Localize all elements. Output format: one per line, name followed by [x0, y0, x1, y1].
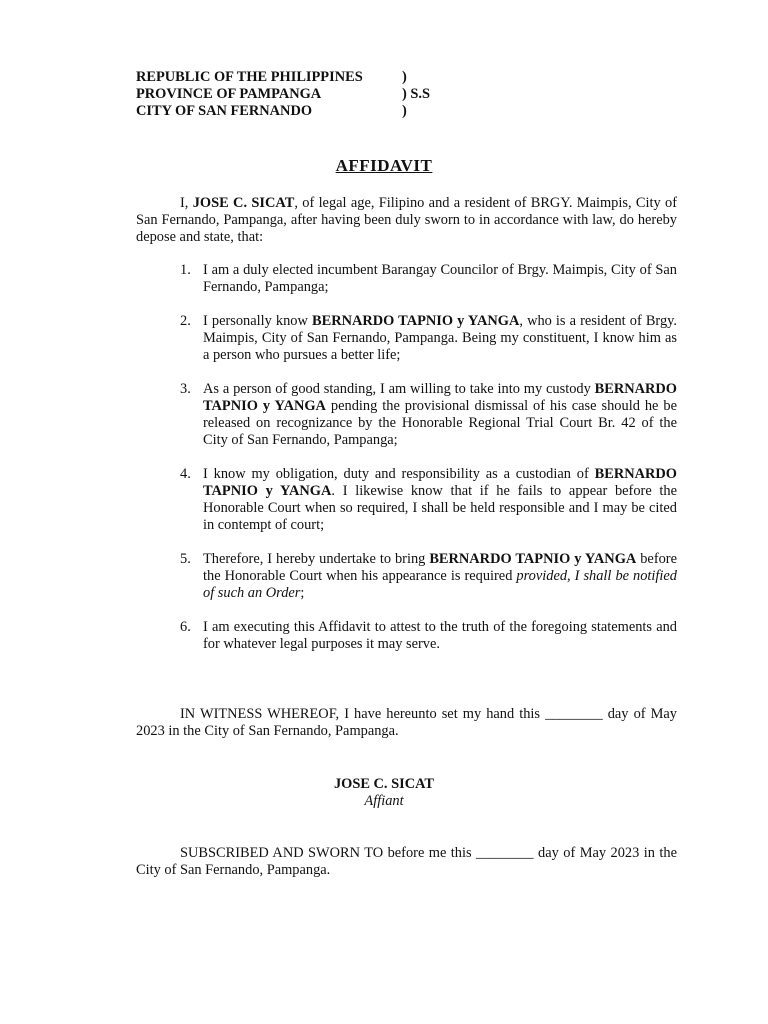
statement-item — [136, 381, 677, 449]
item-text: , who is a resident of Brgy. Maimpis, City of San Fernando, Pampanga. Being my constituent, I know him as a person who pursues a better life; — [203, 313, 678, 363]
custodian-name: BERNARDO TAPNIO y YANGA — [429, 551, 637, 567]
item-number: 3. — [180, 381, 191, 397]
signature-block — [0, 776, 768, 810]
statement-item — [136, 313, 677, 364]
venue-label: CITY OF SAN FERNANDO — [136, 103, 313, 119]
item-text: pending the provisional dismissal of his case should he be released on recognizance by the Honorable Regional Trial Court Br. 42 of the City of San Fernando, Pampanga; — [203, 398, 677, 448]
affiant-name-inline: JOSE C. SICAT — [192, 195, 295, 211]
statement-item — [136, 551, 677, 602]
item-text: before the Honorable Court when his appearance is required — [203, 551, 677, 584]
item-number: 5. — [180, 551, 191, 567]
witness-paragraph: IN WITNESS WHEREOF, I have hereunto set my hand this ________ day of May 2023 in the City of San Fernando, Pampanga. — [136, 706, 677, 739]
statement-list — [136, 262, 677, 670]
item-text: I know my obligation, duty and responsibility as a custodian of — [203, 466, 595, 482]
item-text: ; — [300, 585, 305, 601]
item-number: 4. — [180, 466, 191, 482]
item-text: As a person of good standing, I am willing to take into my custody — [203, 381, 595, 397]
item-text: . I likewise know that if he fails to appear before the Honorable Court when so required, I shall be held responsible and I may be cited in contempt of court; — [203, 483, 677, 533]
item-number: 6. — [180, 619, 191, 635]
custodian-name: BERNARDO TAPNIO y YANGA — [312, 313, 520, 329]
document-title: AFFIDAVIT — [335, 156, 433, 175]
jurat-paragraph: SUBSCRIBED AND SWORN TO before me this ________ day of May 2023 in the City of San Fernando, Pampanga. — [136, 845, 677, 878]
statement-item — [136, 619, 677, 653]
venue-label: PROVINCE OF PAMPANGA — [136, 86, 322, 102]
statement-item — [136, 262, 677, 296]
intro-text: I, — [180, 195, 193, 211]
item-text: I personally know — [203, 313, 312, 329]
item-text: Therefore, I hereby undertake to bring — [203, 551, 430, 567]
venue-bracket: ) — [402, 69, 407, 85]
item-text: I am executing this Affidavit to attest to the truth of the foregoing statements and for whatever legal purposes it may serve. — [203, 619, 677, 652]
item-text: I am a duly elected incumbent Barangay Councilor of Brgy. Maimpis, City of San Fernando, Pampanga; — [203, 262, 677, 295]
proviso-text: provided, I shall be notified of such an Order — [203, 568, 677, 601]
custodian-name: BERNARDO TAPNIO y YANGA — [203, 466, 677, 499]
item-number: 2. — [180, 313, 191, 329]
venue-label: REPUBLIC OF THE PHILIPPINES — [136, 69, 363, 85]
affiant-role: Affiant — [364, 793, 404, 809]
venue-bracket-ss: ) S.S — [402, 86, 430, 102]
intro-text: , of legal age, Filipino and a resident of BRGY. Maimpis, City of San Fernando, Pampanga, after having been duly sworn to in accordance with law, do hereby depose and state, that: — [136, 195, 677, 245]
venue-bracket: ) — [402, 103, 407, 119]
statement-item — [136, 466, 677, 534]
item-number: 1. — [180, 262, 191, 278]
custodian-name: BERNARDO TAPNIO y YANGA — [203, 381, 677, 414]
affiant-name: JOSE C. SICAT — [333, 776, 435, 792]
intro-paragraph — [136, 195, 677, 246]
